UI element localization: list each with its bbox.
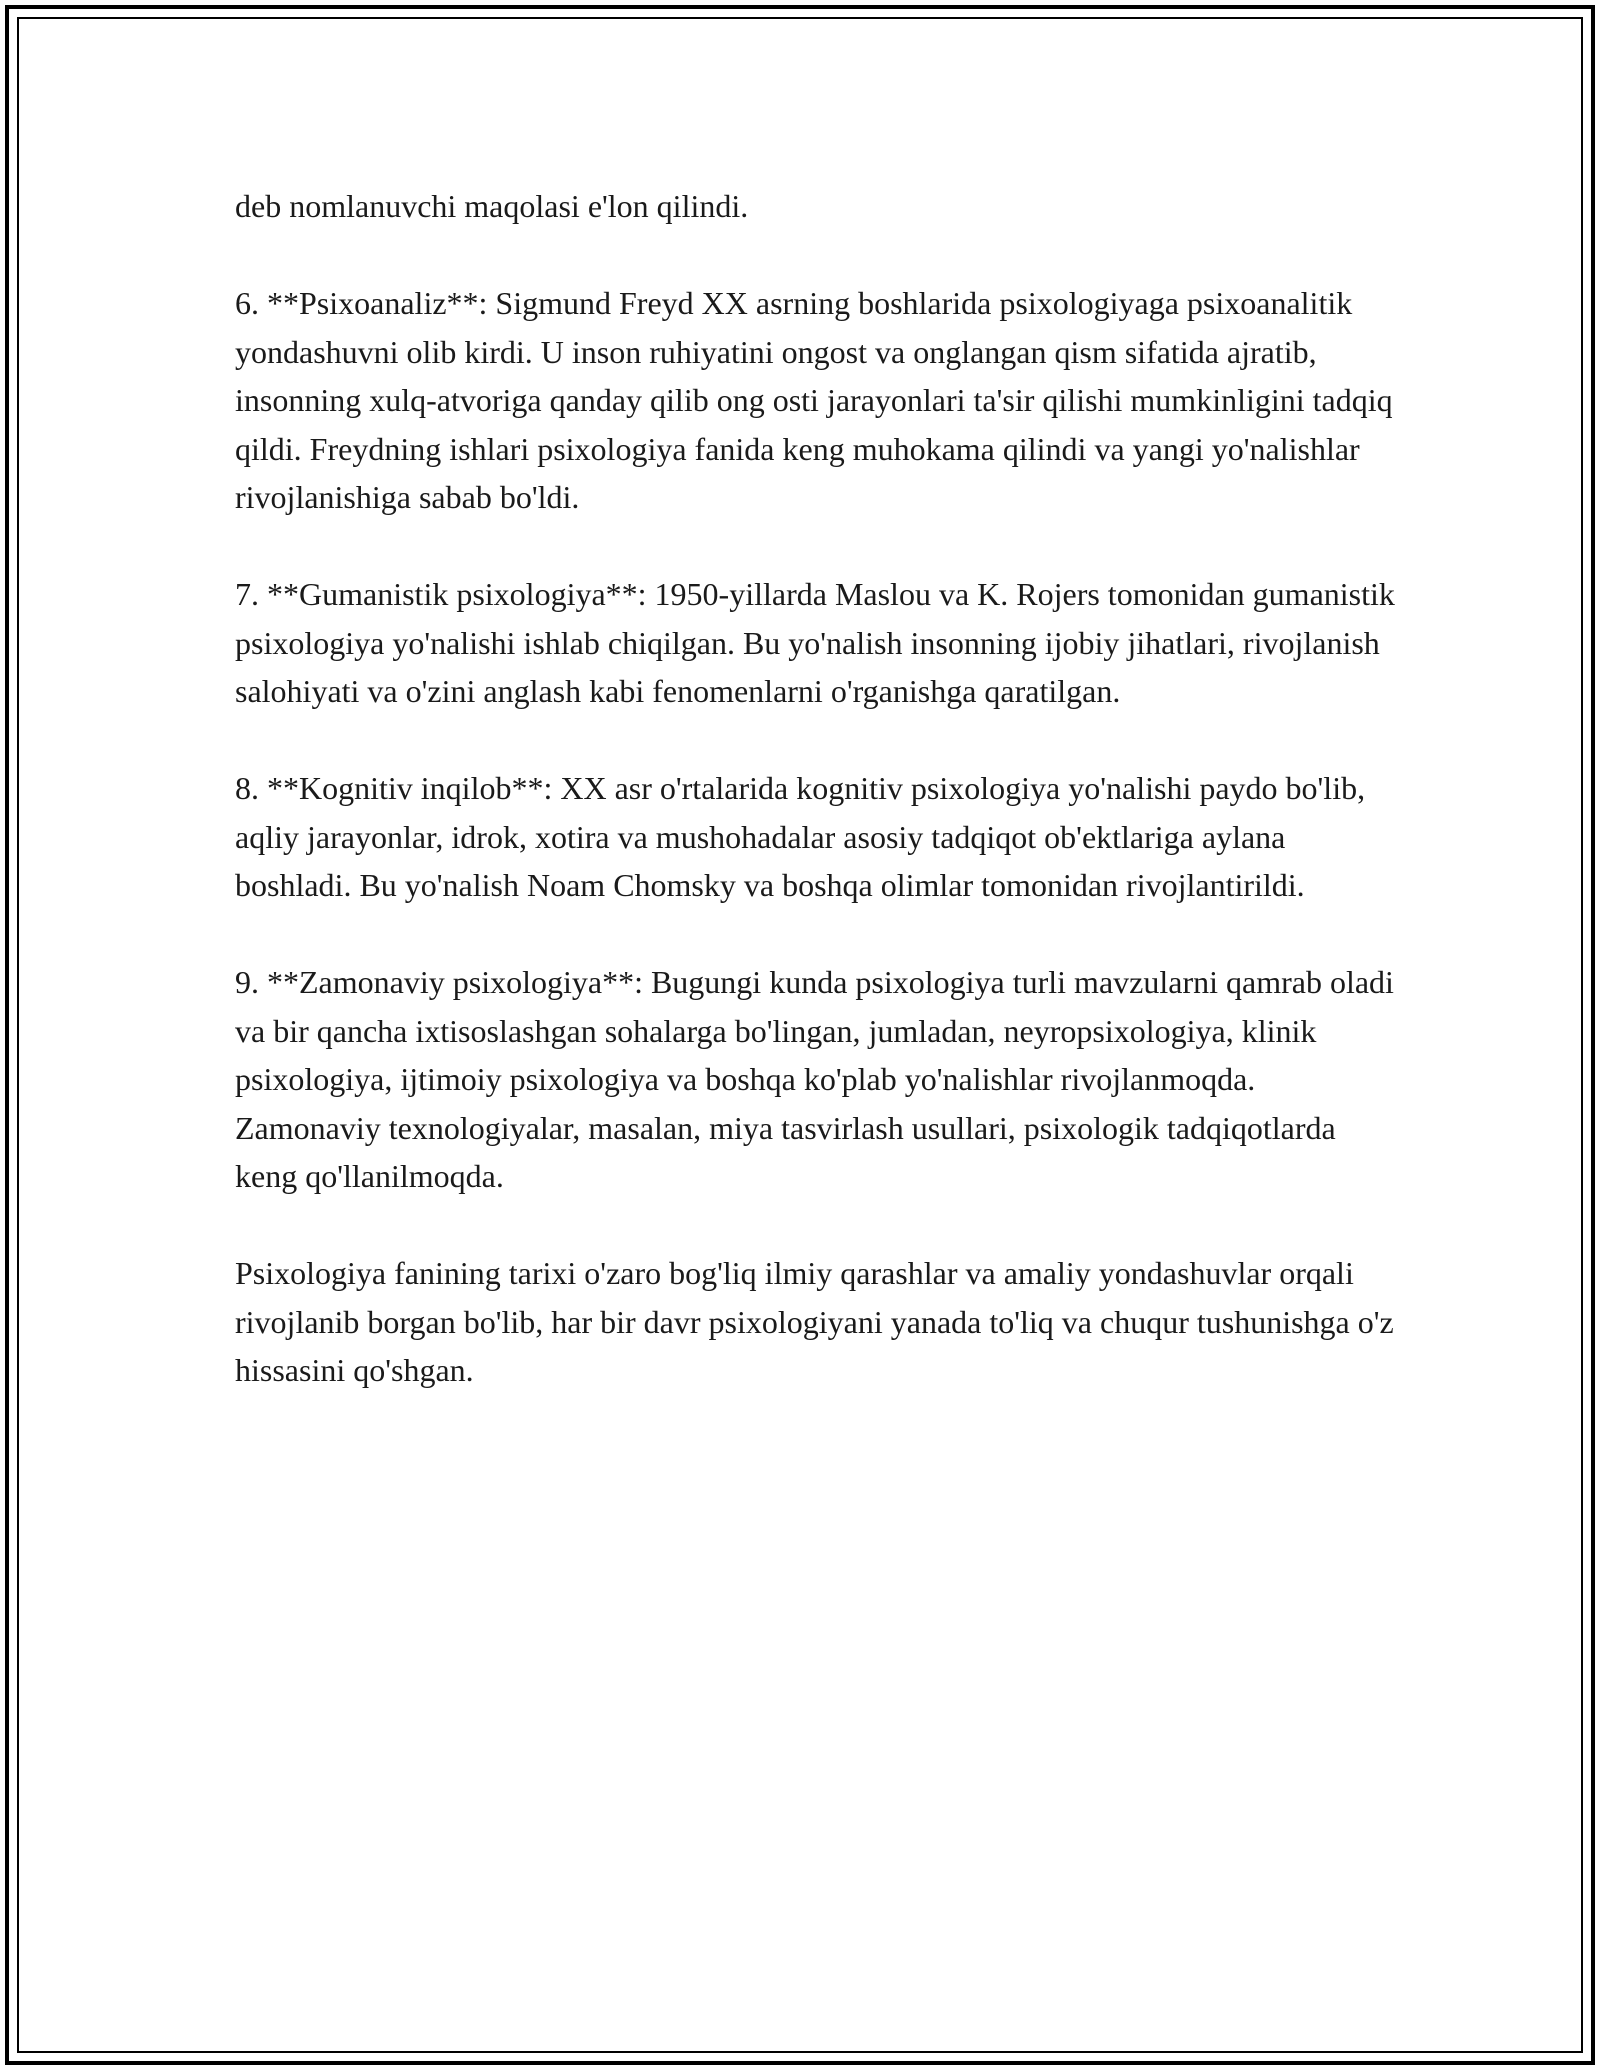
paragraph-zamonaviy-psixologiya: 9. **Zamonaviy psixologiya**: Bugungi kunda psixologiya turli mavzularni qamrab oladi va bir qancha ixtisoslashgan sohalarga bo'lingan, jumladan, neyropsixologiya, klinik psixologiya, ijtimoiy psixologiya va boshqa ko'plab yo'nalishlar rivojlanmoqda. Zamonaviy texnologiyalar, masalan, miya tasvirlash usullari, psixologik tadqiqotlarda keng qo'llanilmoqda. [235, 964, 1394, 1194]
paragraph-gumanistik-psixologiya: 7. **Gumanistik psixologiya**: 1950-yillarda Maslou va K. Rojers tomonidan gumanistik psixologiya yo'nalishi ishlab chiqilgan. Bu yo'nalish insonning ijobiy jihatlari, rivojlanish salohiyati va o'zini anglash kabi fenomenlarni o'rganishga qaratilgan. [235, 576, 1395, 709]
paragraph-kognitiv-inqilob: 8. **Kognitiv inqilob**: XX asr o'rtalarida kognitiv psixologiya yo'nalishi paydo bo'lib, aqliy jarayonlar, idrok, xotira va mushohadalar asosiy tadqiqot ob'ektlariga aylana boshladi. Bu yo'nalish Noam Chomsky va boshqa olimlar tomonidan rivojlantirildi. [235, 770, 1366, 903]
paragraph-continuation: deb nomlanuvchi maqolasi e'lon qilindi. [235, 188, 749, 224]
paragraph-conclusion: Psixologiya fanining tarixi o'zaro bog'liq ilmiy qarashlar va amaliy yondashuvlar orqali rivojlanib borgan bo'lib, har bir davr psixologiyani yanada to'liq va chuqur tushunishga o'z hissasini qo'shgan. [235, 1255, 1394, 1388]
paragraph-psixoanaliz: 6. **Psixoanaliz**: Sigmund Freyd XX asrning boshlarida psixologiyaga psixoanalitik yondashuvni olib kirdi. U inson ruhiyatini ongost va onglangan qism sifatida ajratib, insonning xulq-atvoriga qanday qilib ong osti jarayonlari ta'sir qilishi mumkinligini tadqiq qildi. Freydning ishlari psixologiya fanida keng muhokama qilindi va yangi yo'nalishlar rivojlanishiga sabab bo'ldi. [235, 285, 1393, 515]
document-body [235, 182, 1395, 1443]
